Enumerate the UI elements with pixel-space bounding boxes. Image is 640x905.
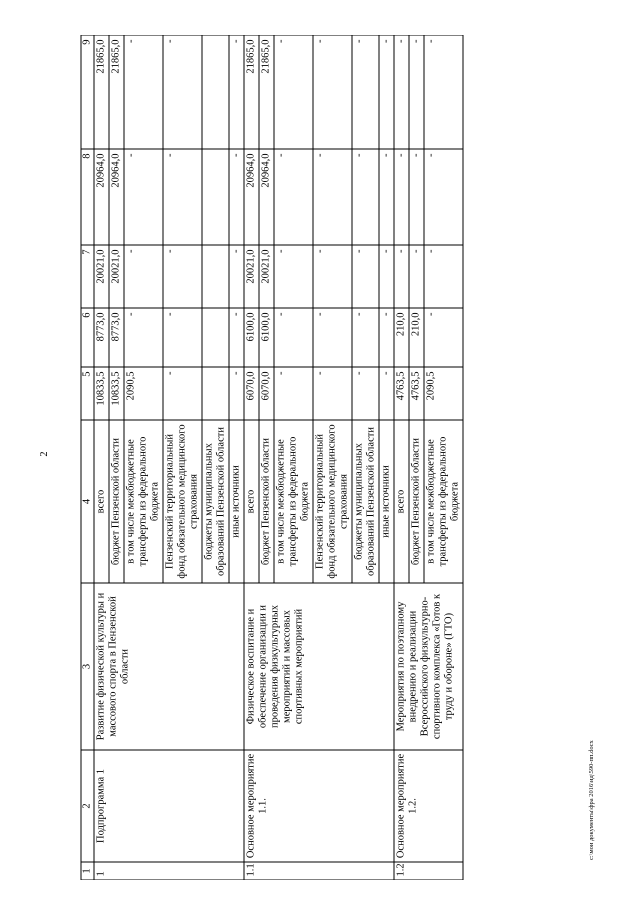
amount-cell: - bbox=[229, 367, 244, 420]
amount-cell: - bbox=[274, 35, 313, 149]
amount-cell: 210,0 bbox=[394, 308, 409, 367]
amount-cell: - bbox=[274, 308, 313, 367]
amount-cell: - bbox=[163, 245, 202, 308]
amount-cell: - bbox=[163, 35, 202, 149]
amount-cell: 20964,0 bbox=[109, 149, 124, 245]
funding-source-cell: в том числе межбюджетные трансферты из федерального бюджета bbox=[274, 420, 313, 583]
amount-cell: - bbox=[352, 149, 379, 245]
row-number-cell: 1.2 bbox=[394, 862, 463, 880]
amount-cell: 2090,5 bbox=[424, 367, 463, 420]
program-name-cell: Подпрограмма 1 bbox=[94, 750, 244, 862]
file-path-footer: c:\мои документы\фра 2016\ид\590-пп.docx bbox=[588, 740, 595, 860]
amount-cell: 10833,5 bbox=[94, 367, 109, 420]
header-cell: 6 bbox=[81, 308, 94, 367]
header-cell: 3 bbox=[81, 583, 94, 750]
funding-source-cell: всего bbox=[244, 420, 259, 583]
amount-cell: 20964,0 bbox=[94, 149, 109, 245]
amount-cell: - bbox=[124, 308, 163, 367]
header-cell: 1 bbox=[81, 862, 94, 880]
amount-cell bbox=[202, 308, 229, 367]
amount-cell: 6070,0 bbox=[259, 367, 274, 420]
amount-cell: - bbox=[352, 245, 379, 308]
funding-source-cell: иные источники bbox=[379, 420, 394, 583]
amount-cell: - bbox=[124, 35, 163, 149]
amount-cell: - bbox=[124, 149, 163, 245]
table-viewport bbox=[80, 35, 590, 880]
amount-cell: 21865,0 bbox=[94, 35, 109, 149]
amount-cell: - bbox=[409, 35, 424, 149]
header-cell: 2 bbox=[81, 750, 94, 862]
header-cell: 7 bbox=[81, 245, 94, 308]
amount-cell: 8773,0 bbox=[94, 308, 109, 367]
program-name-cell: Основное мероприятие 1.2. bbox=[394, 750, 463, 862]
amount-cell: 20021,0 bbox=[94, 245, 109, 308]
amount-cell bbox=[202, 367, 229, 420]
funding-source-cell: бюджеты муниципальных образований Пензенской области bbox=[202, 420, 229, 583]
amount-cell: 20964,0 bbox=[259, 149, 274, 245]
amount-cell: - bbox=[274, 367, 313, 420]
amount-cell: - bbox=[409, 245, 424, 308]
amount-cell: - bbox=[352, 308, 379, 367]
amount-cell: - bbox=[313, 245, 352, 308]
amount-cell: - bbox=[229, 308, 244, 367]
amount-cell: - bbox=[163, 149, 202, 245]
amount-cell: - bbox=[229, 149, 244, 245]
funding-source-cell: бюджет Пензенской области bbox=[109, 420, 124, 583]
amount-cell: - bbox=[274, 245, 313, 308]
amount-cell: 21865,0 bbox=[109, 35, 124, 149]
header-cell: 9 bbox=[81, 35, 94, 149]
funding-source-cell: бюджет Пензенской области bbox=[409, 420, 424, 583]
amount-cell: - bbox=[124, 245, 163, 308]
header-cell: 8 bbox=[81, 149, 94, 245]
funding-source-cell: бюджет Пензенской области bbox=[259, 420, 274, 583]
program-title-cell: Мероприятия по поэтапному внедрению и реализации Всероссийского физкультурно-спортивного комплекса «Готов к труду и обороне» (ГТО) bbox=[394, 583, 463, 750]
program-title-cell: Физическое воспитание и обеспечение организации и проведения физкультурных мероприятий и массовых спортивных мероприятий bbox=[244, 583, 394, 750]
amount-cell: 21865,0 bbox=[244, 35, 259, 149]
amount-cell: - bbox=[424, 149, 463, 245]
amount-cell: - bbox=[379, 35, 394, 149]
amount-cell: 20021,0 bbox=[244, 245, 259, 308]
amount-cell bbox=[202, 35, 229, 149]
header-cell: 5 bbox=[81, 367, 94, 420]
amount-cell: - bbox=[229, 245, 244, 308]
amount-cell: - bbox=[379, 245, 394, 308]
amount-cell: - bbox=[424, 35, 463, 149]
header-cell: 4 bbox=[81, 420, 94, 583]
funding-source-cell: бюджеты муниципальных образований Пензенской области bbox=[352, 420, 379, 583]
funding-source-cell: всего bbox=[94, 420, 109, 583]
table-row bbox=[94, 35, 109, 880]
amount-cell bbox=[202, 245, 229, 308]
program-title-cell: Развитие физической культуры и массового спорта в Пензенской области bbox=[94, 583, 244, 750]
amount-cell: 20021,0 bbox=[259, 245, 274, 308]
amount-cell: - bbox=[313, 367, 352, 420]
amount-cell: 20021,0 bbox=[109, 245, 124, 308]
amount-cell: - bbox=[424, 308, 463, 367]
amount-cell: - bbox=[409, 149, 424, 245]
amount-cell: - bbox=[394, 245, 409, 308]
amount-cell: 6100,0 bbox=[244, 308, 259, 367]
amount-cell: 6070,0 bbox=[244, 367, 259, 420]
funding-source-cell: всего bbox=[394, 420, 409, 583]
amount-cell: - bbox=[394, 149, 409, 245]
funding-source-cell: Пензенский территориальный фонд обязательного медицинского страхования bbox=[163, 420, 202, 583]
header-row bbox=[81, 35, 94, 880]
amount-cell: - bbox=[379, 367, 394, 420]
funding-table bbox=[80, 35, 463, 880]
amount-cell: - bbox=[352, 367, 379, 420]
amount-cell: 8773,0 bbox=[109, 308, 124, 367]
page-number: 2 bbox=[39, 451, 50, 457]
amount-cell: 4763,5 bbox=[409, 367, 424, 420]
rotated-table-container bbox=[80, 35, 590, 880]
table-row bbox=[244, 35, 259, 880]
amount-cell: - bbox=[313, 35, 352, 149]
amount-cell: 20964,0 bbox=[244, 149, 259, 245]
amount-cell: - bbox=[274, 149, 313, 245]
amount-cell: - bbox=[313, 308, 352, 367]
amount-cell: - bbox=[313, 149, 352, 245]
amount-cell: - bbox=[352, 35, 379, 149]
funding-source-cell: Пензенский территориальный фонд обязательного медицинского страхования bbox=[313, 420, 352, 583]
row-number-cell: 1 bbox=[94, 862, 244, 880]
funding-source-cell: в том числе межбюджетные трансферты из федерального бюджета bbox=[424, 420, 463, 583]
amount-cell bbox=[202, 149, 229, 245]
table-body bbox=[94, 35, 463, 880]
amount-cell: - bbox=[379, 149, 394, 245]
amount-cell: - bbox=[394, 35, 409, 149]
amount-cell: 6100,0 bbox=[259, 308, 274, 367]
funding-source-cell: в том числе межбюджетные трансферты из федерального бюджета bbox=[124, 420, 163, 583]
amount-cell: 4763,5 bbox=[394, 367, 409, 420]
table-row bbox=[394, 35, 409, 880]
amount-cell: - bbox=[229, 35, 244, 149]
amount-cell: - bbox=[163, 367, 202, 420]
amount-cell: - bbox=[163, 308, 202, 367]
amount-cell: 2090,5 bbox=[124, 367, 163, 420]
amount-cell: 21865,0 bbox=[259, 35, 274, 149]
amount-cell: - bbox=[379, 308, 394, 367]
amount-cell: 210,0 bbox=[409, 308, 424, 367]
row-number-cell: 1.1 bbox=[244, 862, 394, 880]
funding-source-cell: иные источники bbox=[229, 420, 244, 583]
amount-cell: 10833,5 bbox=[109, 367, 124, 420]
program-name-cell: Основное мероприятие 1.1. bbox=[244, 750, 394, 862]
amount-cell: - bbox=[424, 245, 463, 308]
